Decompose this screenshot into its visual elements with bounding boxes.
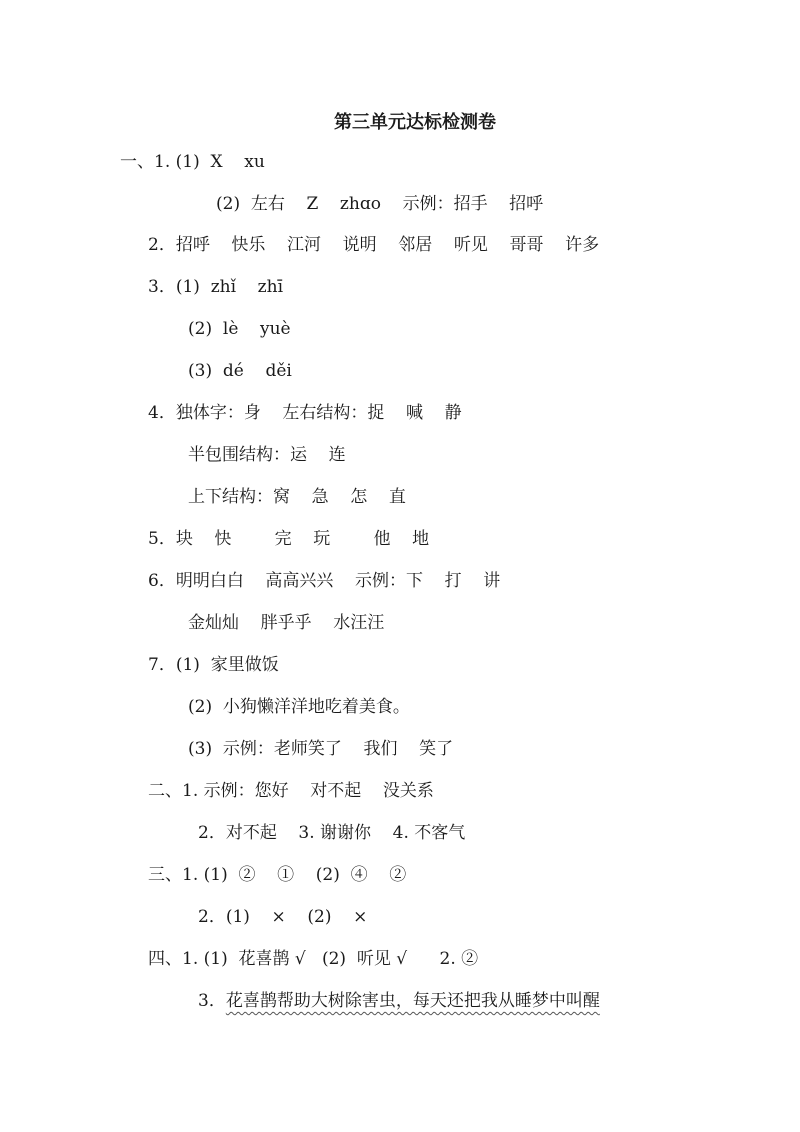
page-title: 第三单元达标检测卷 (334, 112, 496, 133)
section-4-q1-2: 四、1. (1) 花喜鹊 √ (2) 听见 √ 2. ② (148, 949, 479, 969)
section-4-q3 (198, 989, 600, 1013)
section-4-q3-answer: 花喜鹊帮助大树除害虫，每天还把我从睡梦中叫醒 (225, 991, 600, 1011)
section-4-q3-number: 3． (198, 991, 226, 1011)
section-1-q7-1: 7．(1) 家里做饭 (148, 655, 279, 675)
section-3-q2: 2．(1) × (2) × (198, 907, 368, 927)
section-1-q1-2: (2) 左右 Z zhɑo 示例：招手 招呼 (216, 194, 544, 214)
section-1-q6-2: 金灿灿 胖乎乎 水汪汪 (188, 613, 385, 633)
section-1-q7-2: (2) 小狗懒洋洋地吃着美食。 (188, 697, 410, 717)
section-1-q7-3: (3) 示例：老师笑了 我们 笑了 (188, 739, 454, 759)
section-1-q4-2: 半包围结构：运 连 (188, 445, 346, 465)
section-1-q5: 5．块 快 完 玩 他 地 (148, 529, 430, 549)
section-1-q4-1: 4．独体字：身 左右结构：捉 喊 静 (148, 403, 462, 423)
section-1-q3-1: 3．(1) zhǐ zhī (148, 277, 284, 297)
section-2-q1: 二、1. 示例：您好 对不起 没关系 (148, 781, 434, 801)
section-1-q4-3: 上下结构：窝 急 怎 直 (188, 487, 406, 507)
section-1-q2: 2．招呼 快乐 江河 说明 邻居 听见 哥哥 许多 (148, 235, 600, 255)
section-1-q6-1: 6．明明白白 高高兴兴 示例：下 打 讲 (148, 571, 501, 591)
section-1-q3-3: (3) dé děi (188, 361, 292, 381)
section-2-q2-4: 2．对不起 3. 谢谢你 4. 不客气 (198, 823, 466, 843)
section-3-q1: 三、1. (1) ② ① (2) ④ ② (148, 865, 407, 885)
section-1-q1-1: 一、1. (1) X xu (120, 152, 265, 172)
section-1-q3-2: (2) lè yuè (188, 319, 291, 339)
